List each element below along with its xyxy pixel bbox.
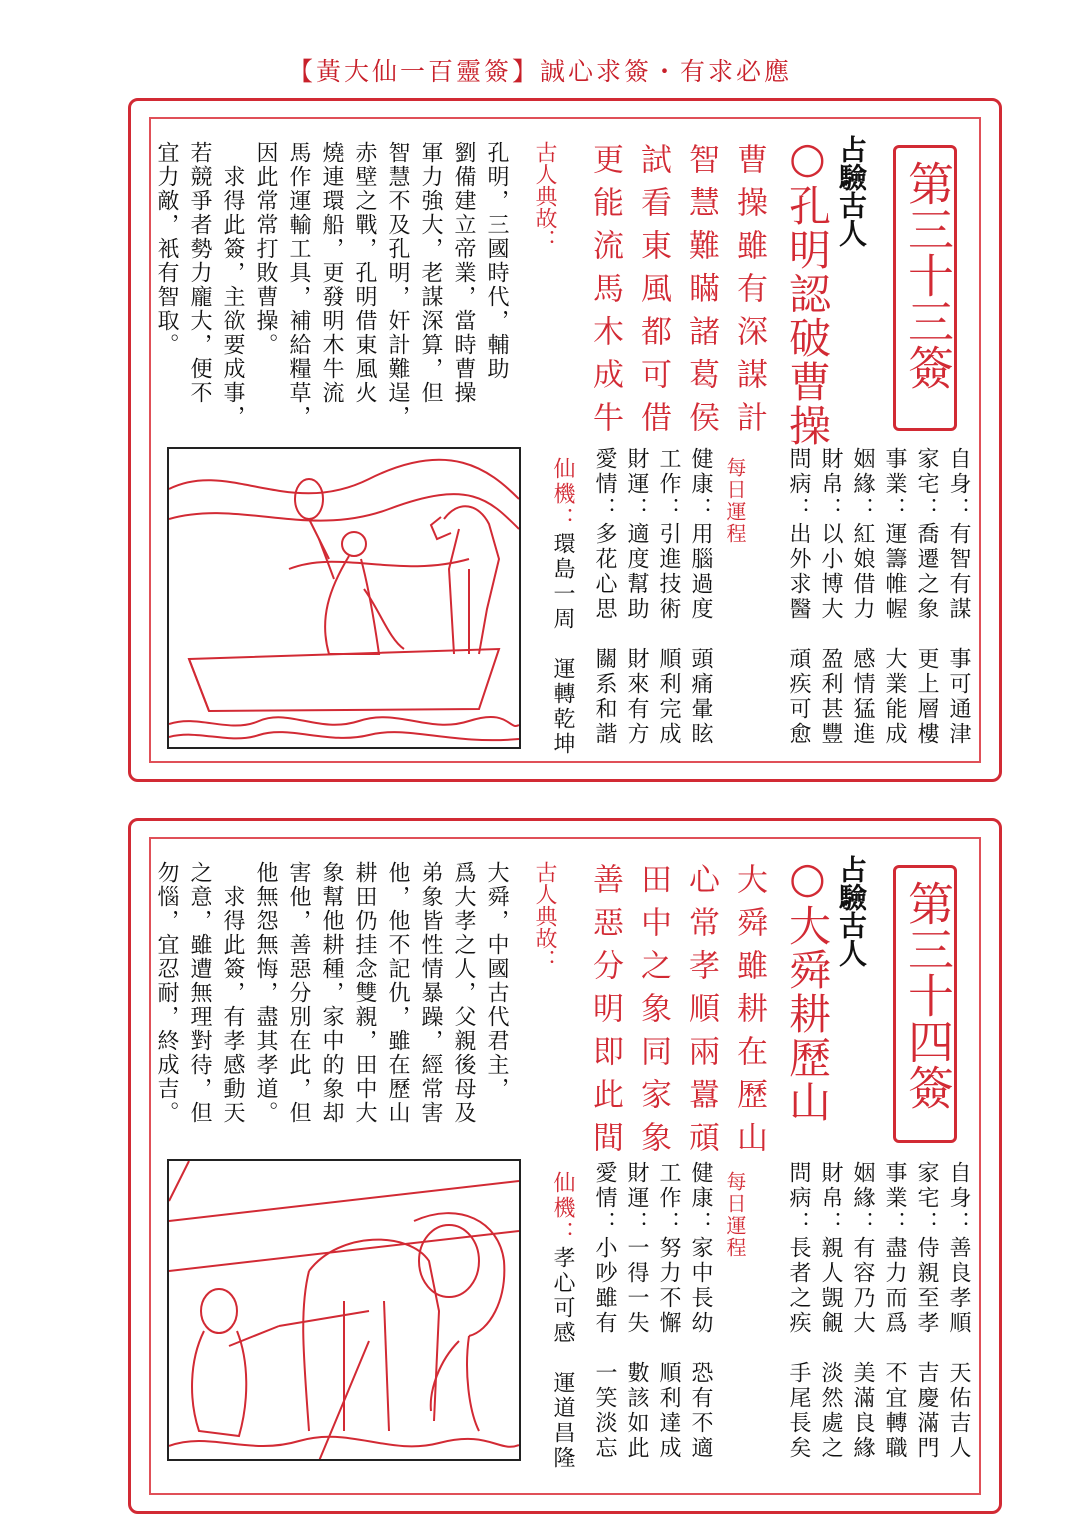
- poem-line: 更能流馬木成牛: [587, 143, 623, 444]
- dashun-elephant-image: [169, 1161, 519, 1459]
- daily-row: 健康：用腦過度 頭痛暈眩: [688, 447, 713, 747]
- story-label: 古人典故：: [532, 141, 557, 251]
- story-line: 劉備建立帝業，當時曹操: [451, 141, 476, 405]
- fortune-row: 問病：長者之疾 手尾長矣: [786, 1161, 811, 1461]
- fortune-row: 財帛：親人覬覦 淡然處之: [818, 1161, 843, 1461]
- fortune-row: 事業：運籌帷幄 大業能成: [882, 447, 907, 747]
- daily-row: 工作：努力不懈 順利達成: [656, 1161, 681, 1461]
- story-line: 若競爭者勢力龐大，便不: [187, 141, 212, 405]
- category-label: 占驗古人: [835, 135, 868, 247]
- lot-number-box: [893, 865, 957, 1143]
- lot-number-box: [893, 145, 957, 431]
- story-line: 馬作運輸工具，補給糧草，: [286, 141, 311, 429]
- fortune-row: 問病：出外求醫 頑疾可愈: [786, 447, 811, 747]
- daily-label: 每日運程: [723, 457, 747, 545]
- fortune-row: 姻緣：有容乃大 美滿良緣: [850, 1161, 875, 1461]
- story-line: 他無怨無悔，盡其孝道。: [253, 861, 278, 1125]
- fortune-row: 家宅：喬遷之象 更上層樓: [914, 447, 939, 747]
- xianji-row: 仙機：環島一周 運轉乾坤: [550, 457, 575, 757]
- story-text: [154, 861, 513, 1191]
- story-line: 宜力敵，衹有智取。: [154, 141, 179, 357]
- story-label: 古人典故：: [532, 861, 557, 971]
- lot-title: ○大舜耕歷山: [783, 853, 832, 1124]
- poem-line: 善惡分明即此間: [587, 863, 623, 1164]
- fortune-row: 自身：有智有謀 事可通津: [946, 447, 971, 747]
- story-line: 孔明，三國時代，輔助: [484, 141, 509, 381]
- story-line: 求得此簽，有孝感動天: [220, 861, 245, 1125]
- lot-panel-33: [128, 98, 1002, 782]
- daily-row: 健康：家中長幼 恐有不適: [688, 1161, 713, 1461]
- daily-row: 愛情：小吵雖有 一笑淡忘: [592, 1161, 617, 1461]
- story-line: 赤壁之戰，孔明借東風火: [352, 141, 377, 405]
- category-label: 占驗古人: [835, 855, 868, 967]
- story-line: 求得此簽，主欲要成事，: [220, 141, 245, 429]
- poem-line: 智慧難瞞諸葛侯: [683, 143, 719, 444]
- lot-number: 第三十三簽: [901, 160, 955, 390]
- story-line: 勿惱，宜忍耐，終成吉。: [154, 861, 179, 1125]
- fortune-row: 姻緣：紅娘借力 感情猛進: [850, 447, 875, 747]
- story-line: 弟象皆性情暴躁，經常害: [418, 861, 443, 1125]
- story-line: 大舜，中國古代君主，: [484, 861, 509, 1101]
- story-line: 因此常常打敗曹操。: [253, 141, 278, 357]
- poem-line: 田中之象同家象: [635, 863, 671, 1164]
- illustration-dashun: [167, 1159, 521, 1461]
- story-line: 象幫他耕種，家中的象却: [319, 861, 344, 1125]
- daily-row: 財運：一得一失 數該如此: [624, 1161, 649, 1461]
- lot-title: ○孔明認破曹操: [783, 133, 832, 448]
- poem-line: 試看東風都可借: [635, 143, 671, 444]
- poem-line: 大舜雖耕在歷山: [731, 863, 767, 1164]
- story-line: 爲大孝之人，父親後母及: [451, 861, 476, 1125]
- poem-line: 心常孝順兩囂頑: [683, 863, 719, 1164]
- kongming-boat-image: [169, 449, 519, 747]
- fortune-row: 事業：盡力而爲 不宜轉職: [882, 1161, 907, 1461]
- lot-panel-34: [128, 818, 1002, 1514]
- lot-number: 第三十四簽: [901, 880, 955, 1110]
- fortune-row: 財帛：以小博大 盈利甚豐: [818, 447, 843, 747]
- story-line: 智慧不及孔明，奸計難逞，: [385, 141, 410, 429]
- daily-row: 財運：適度幫助 財來有方: [624, 447, 649, 747]
- xianji-row: 仙機：孝心可感 運道昌隆: [550, 1171, 575, 1471]
- fortune-row: 自身：善良孝順 天佑吉人: [946, 1161, 971, 1461]
- daily-row: 愛情：多花心思 關系和諧: [592, 447, 617, 747]
- story-text: [154, 141, 513, 471]
- story-line: 耕田仍挂念雙親，田中大: [352, 861, 377, 1125]
- daily-label: 每日運程: [723, 1171, 747, 1259]
- story-line: 燒連環船，更發明木牛流: [319, 141, 344, 405]
- story-line: 害他，善惡分別在此，但: [286, 861, 311, 1125]
- illustration-kongming: [167, 447, 521, 749]
- page-header: 【黃大仙一百靈簽】誠心求簽・有求必應: [287, 57, 792, 86]
- poem-line: 曹操雖有深謀計: [731, 143, 767, 444]
- story-line: 他，他不記仇，雖在歷山: [385, 861, 410, 1125]
- story-line: 軍力強大，老謀深算，但: [418, 141, 443, 405]
- fortune-row: 家宅：侍親至孝 吉慶滿門: [914, 1161, 939, 1461]
- daily-row: 工作：引進技術 順利完成: [656, 447, 681, 747]
- story-line: 之意，雖遭無理對待，但: [187, 861, 212, 1125]
